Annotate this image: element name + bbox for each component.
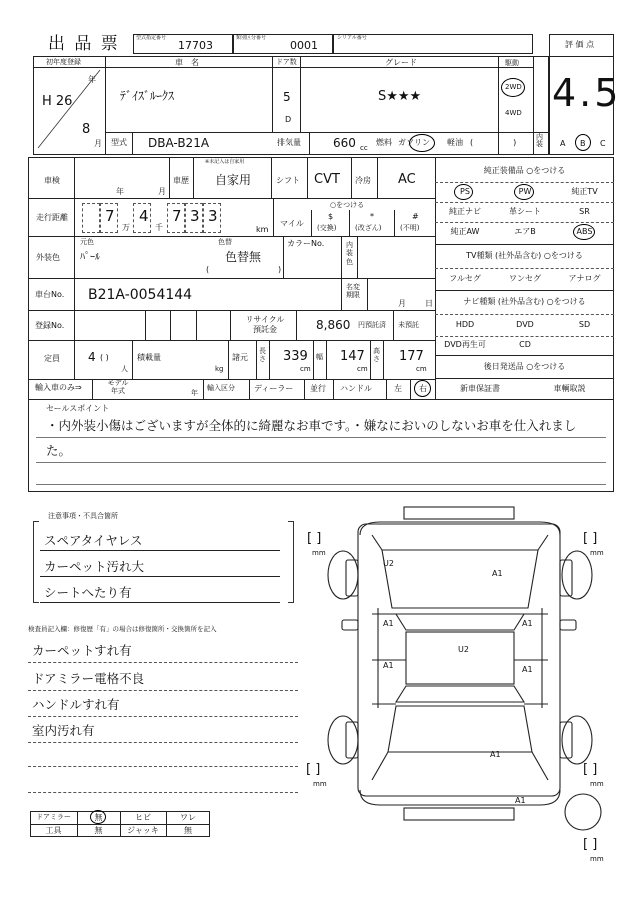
label: シフト xyxy=(276,176,300,185)
first-reg-month: 8 xyxy=(82,122,91,137)
interior-a: A xyxy=(560,139,566,148)
label: 諸元 xyxy=(232,353,248,362)
label: 冷房 xyxy=(355,176,371,185)
label: # xyxy=(412,212,419,221)
equip-aw: 純正AW xyxy=(450,227,480,236)
label: (交換) xyxy=(317,224,337,232)
label: km xyxy=(256,225,269,234)
inspector-item: カーペットすれ有 xyxy=(32,643,132,658)
label: 年 xyxy=(191,389,198,397)
label: 月 xyxy=(94,139,102,148)
color-change: 色替無 xyxy=(225,250,262,264)
mm-bracket: [ ] xyxy=(583,531,598,546)
label: kg xyxy=(215,365,224,373)
label: 車台No. xyxy=(35,290,65,299)
label: 燃料 xyxy=(376,138,392,147)
inspector-item: 室内汚れ有 xyxy=(32,723,95,738)
air-conditioning: AC xyxy=(398,172,416,187)
jack-label: ジャッキ xyxy=(127,825,159,835)
equip-sr: SR xyxy=(579,207,590,216)
mileage-digit: 3 xyxy=(190,207,200,225)
equip-title: 純正装備品 ○をつける xyxy=(483,166,566,175)
drive-2wd: 2WD xyxy=(505,83,522,91)
first-reg-year: H 26 xyxy=(42,94,73,109)
label: cc xyxy=(360,144,368,152)
grade: S★★★ xyxy=(378,89,422,104)
equip-navi: 純正ナビ xyxy=(449,207,481,216)
later-warranty: 新車保証書 xyxy=(460,384,500,393)
label: ( xyxy=(206,265,210,274)
jack-value: 無 xyxy=(184,825,192,835)
label: ドア数 xyxy=(276,58,297,66)
label: 走行距離 xyxy=(36,213,68,222)
label: 輸入区分 xyxy=(207,384,235,392)
tv-analog: アナログ xyxy=(568,274,601,283)
equip-ps: PS xyxy=(460,187,470,196)
label: 月 xyxy=(398,299,406,308)
label: * xyxy=(370,212,374,221)
label: 駆動 xyxy=(505,59,519,67)
label: 円預託済 xyxy=(358,321,386,329)
tv-fullseg: フルセグ xyxy=(449,274,481,283)
fuel-gasoline: ガソリン xyxy=(398,138,430,147)
navi-title: ナビ種類 (社外品含む) ○をつける xyxy=(463,297,586,306)
label: 人 xyxy=(121,365,128,373)
label: 日 xyxy=(425,299,433,308)
tv-oneseg: ワンセグ xyxy=(509,274,541,283)
label: モデル年式 xyxy=(107,379,129,395)
note-item: カーペット汚れ大 xyxy=(44,559,145,574)
fuel-diesel: 軽油 xyxy=(447,138,463,147)
label: 並行 xyxy=(310,384,326,393)
label: 色替 xyxy=(218,238,232,246)
navi-dvd: DVD xyxy=(516,320,534,329)
note-item: シートへたり有 xyxy=(44,585,132,600)
inspector-item: ドアミラー電格不良 xyxy=(32,671,145,686)
sheet-title: 出 品 票 xyxy=(48,34,120,54)
label: 車検 xyxy=(44,176,60,185)
label: シリアル番号 xyxy=(337,35,367,41)
label: ハンドル xyxy=(340,384,372,393)
damage-mark: A1 xyxy=(522,619,533,628)
drive-4wd: 4WD xyxy=(505,109,522,117)
equip-leather: 革シート xyxy=(509,207,541,216)
label: ) xyxy=(278,265,282,274)
inspector-label: 検査員記入欄：修復歴「有」の場合は修復箇所・交換箇所を記入 xyxy=(28,625,217,633)
equip-pw: PW xyxy=(518,187,532,196)
damage-mark: A1 xyxy=(383,619,394,628)
notes-label: 注意事項・不具合箇所 xyxy=(48,512,118,520)
label: cm xyxy=(300,365,311,373)
grade-score: 4.5 xyxy=(552,71,622,115)
interior-c: C xyxy=(600,139,606,148)
mm-unit: mm xyxy=(312,549,326,557)
label: cm xyxy=(357,365,368,373)
chip-label: ワレ xyxy=(180,812,196,822)
tools-value: 無 xyxy=(94,825,103,835)
tools-label: 工具 xyxy=(45,825,62,835)
mileage-digit: 3 xyxy=(208,207,218,225)
displacement: 660 xyxy=(333,136,356,150)
dvd-playback: DVD再生可 xyxy=(444,340,486,349)
sales-point-line2: た。 xyxy=(46,443,72,458)
category-number: 0001 xyxy=(290,39,318,52)
label: 内装 xyxy=(536,133,543,148)
model-designation: 17703 xyxy=(178,39,213,52)
label: マイル xyxy=(280,219,304,228)
label: 排気量 xyxy=(277,138,301,147)
mm-bracket: [ ] xyxy=(583,837,598,852)
label: ※未記入は自家用 xyxy=(205,159,245,165)
height: 177 xyxy=(399,349,424,364)
door-count: 5 xyxy=(283,90,291,104)
label: 名変期限 xyxy=(346,283,360,300)
note-item: スペアタイヤレス xyxy=(44,533,143,548)
mm-unit: mm xyxy=(590,549,604,557)
equip-tv: 純正TV xyxy=(571,187,598,196)
equip-abs: ABS xyxy=(576,227,593,236)
cd: CD xyxy=(519,340,531,349)
mm-bracket: [ ] xyxy=(306,762,321,777)
label: 積載量 xyxy=(137,353,161,362)
label: リサイクル預託金 xyxy=(245,315,285,334)
damage-mark: A1 xyxy=(522,665,533,674)
mm-bracket: [ ] xyxy=(583,762,598,777)
navi-hdd: HDD xyxy=(455,320,475,329)
label: 外装色 xyxy=(36,253,60,262)
sales-point-line1: ・内外装小傷はございますが全体的に綺麗なお車です。・嫌なにおいのしないお車を仕入れまし xyxy=(46,418,577,433)
mirror-label: ドアミラー xyxy=(36,813,71,821)
label: 類別区分番号 xyxy=(236,35,267,41)
label: 未預託 xyxy=(398,321,419,329)
label: 高さ xyxy=(373,347,380,364)
label: cm xyxy=(416,365,427,373)
label: 千 xyxy=(155,223,163,232)
chassis-number: B21A-0054144 xyxy=(88,287,193,303)
sales-point-label: セールスポイント xyxy=(46,404,110,413)
label: ( ) xyxy=(470,138,517,147)
mileage-digit: 4 xyxy=(139,207,149,225)
label: グレード xyxy=(385,58,417,67)
label: 万 xyxy=(122,223,130,232)
tv-title: TV種類 (社外品含む) ○をつける xyxy=(466,251,583,260)
label: 左 xyxy=(394,384,402,393)
label: カラーNo. xyxy=(287,239,325,248)
later-manual: 車輌取説 xyxy=(553,384,586,393)
mileage-digit: 7 xyxy=(172,207,182,225)
label: ( ) xyxy=(100,353,109,362)
inspector-item: ハンドルすれ有 xyxy=(32,697,120,712)
damage-mark: A1 xyxy=(515,796,526,805)
label: 定員 xyxy=(44,354,60,363)
mm-unit: mm xyxy=(590,780,604,788)
vehicle-history: 自家用 xyxy=(215,173,252,187)
label: 月 xyxy=(158,187,166,196)
mileage-digit: 7 xyxy=(105,207,115,225)
interior-b: B xyxy=(580,139,586,148)
exterior-color: ﾊﾟｰﾙ xyxy=(80,252,100,263)
label: 幅 xyxy=(316,353,323,361)
mm-bracket: [ ] xyxy=(307,531,322,546)
label: 初年度登録 xyxy=(46,58,81,66)
length: 339 xyxy=(283,349,308,364)
navi-sd: SD xyxy=(578,320,591,329)
label: 型式 xyxy=(111,138,127,147)
damage-mark: U2 xyxy=(458,645,469,654)
label: 右 xyxy=(419,384,427,393)
mm-unit: mm xyxy=(313,780,327,788)
label: (不明) xyxy=(400,224,420,232)
damage-mark: U2 xyxy=(383,559,394,568)
label: 年 xyxy=(88,75,96,84)
damage-mark: A1 xyxy=(492,569,503,578)
capacity: 4 xyxy=(88,350,96,364)
shift: CVT xyxy=(314,172,340,187)
label: ○をつける xyxy=(330,201,365,209)
label: 内装色 xyxy=(346,241,353,266)
label: 車 名 xyxy=(175,58,199,67)
mirror-value: 無 xyxy=(94,812,103,822)
label: $ xyxy=(328,212,334,221)
equip-airbag: エアB xyxy=(514,227,536,236)
recycle-fee: 8,860 xyxy=(316,318,351,332)
label: 登録No. xyxy=(35,321,65,330)
label: 型式指定番号 xyxy=(136,35,167,41)
car-name: ﾃﾞｲｽﾞﾙｰｸｽ xyxy=(120,89,175,103)
label: 長さ xyxy=(259,347,266,364)
label: 車歴 xyxy=(173,176,189,185)
damage-mark: A1 xyxy=(383,661,394,670)
label: 元色 xyxy=(80,238,94,246)
mm-unit: mm xyxy=(590,855,604,863)
width: 147 xyxy=(340,349,365,364)
later-title: 後日発送品 ○をつける xyxy=(483,362,566,371)
label: 輸入車のみ⇒ xyxy=(35,383,82,392)
label: ディーラー xyxy=(254,384,294,393)
model-code: DBA-B21A xyxy=(148,136,210,150)
label: 評 価 点 xyxy=(565,40,595,49)
door-type: D xyxy=(285,115,292,124)
label: (改ざん) xyxy=(355,224,382,232)
damage-mark: A1 xyxy=(490,750,501,759)
crack-label: ヒビ xyxy=(135,812,151,822)
label: 年 xyxy=(116,187,124,196)
